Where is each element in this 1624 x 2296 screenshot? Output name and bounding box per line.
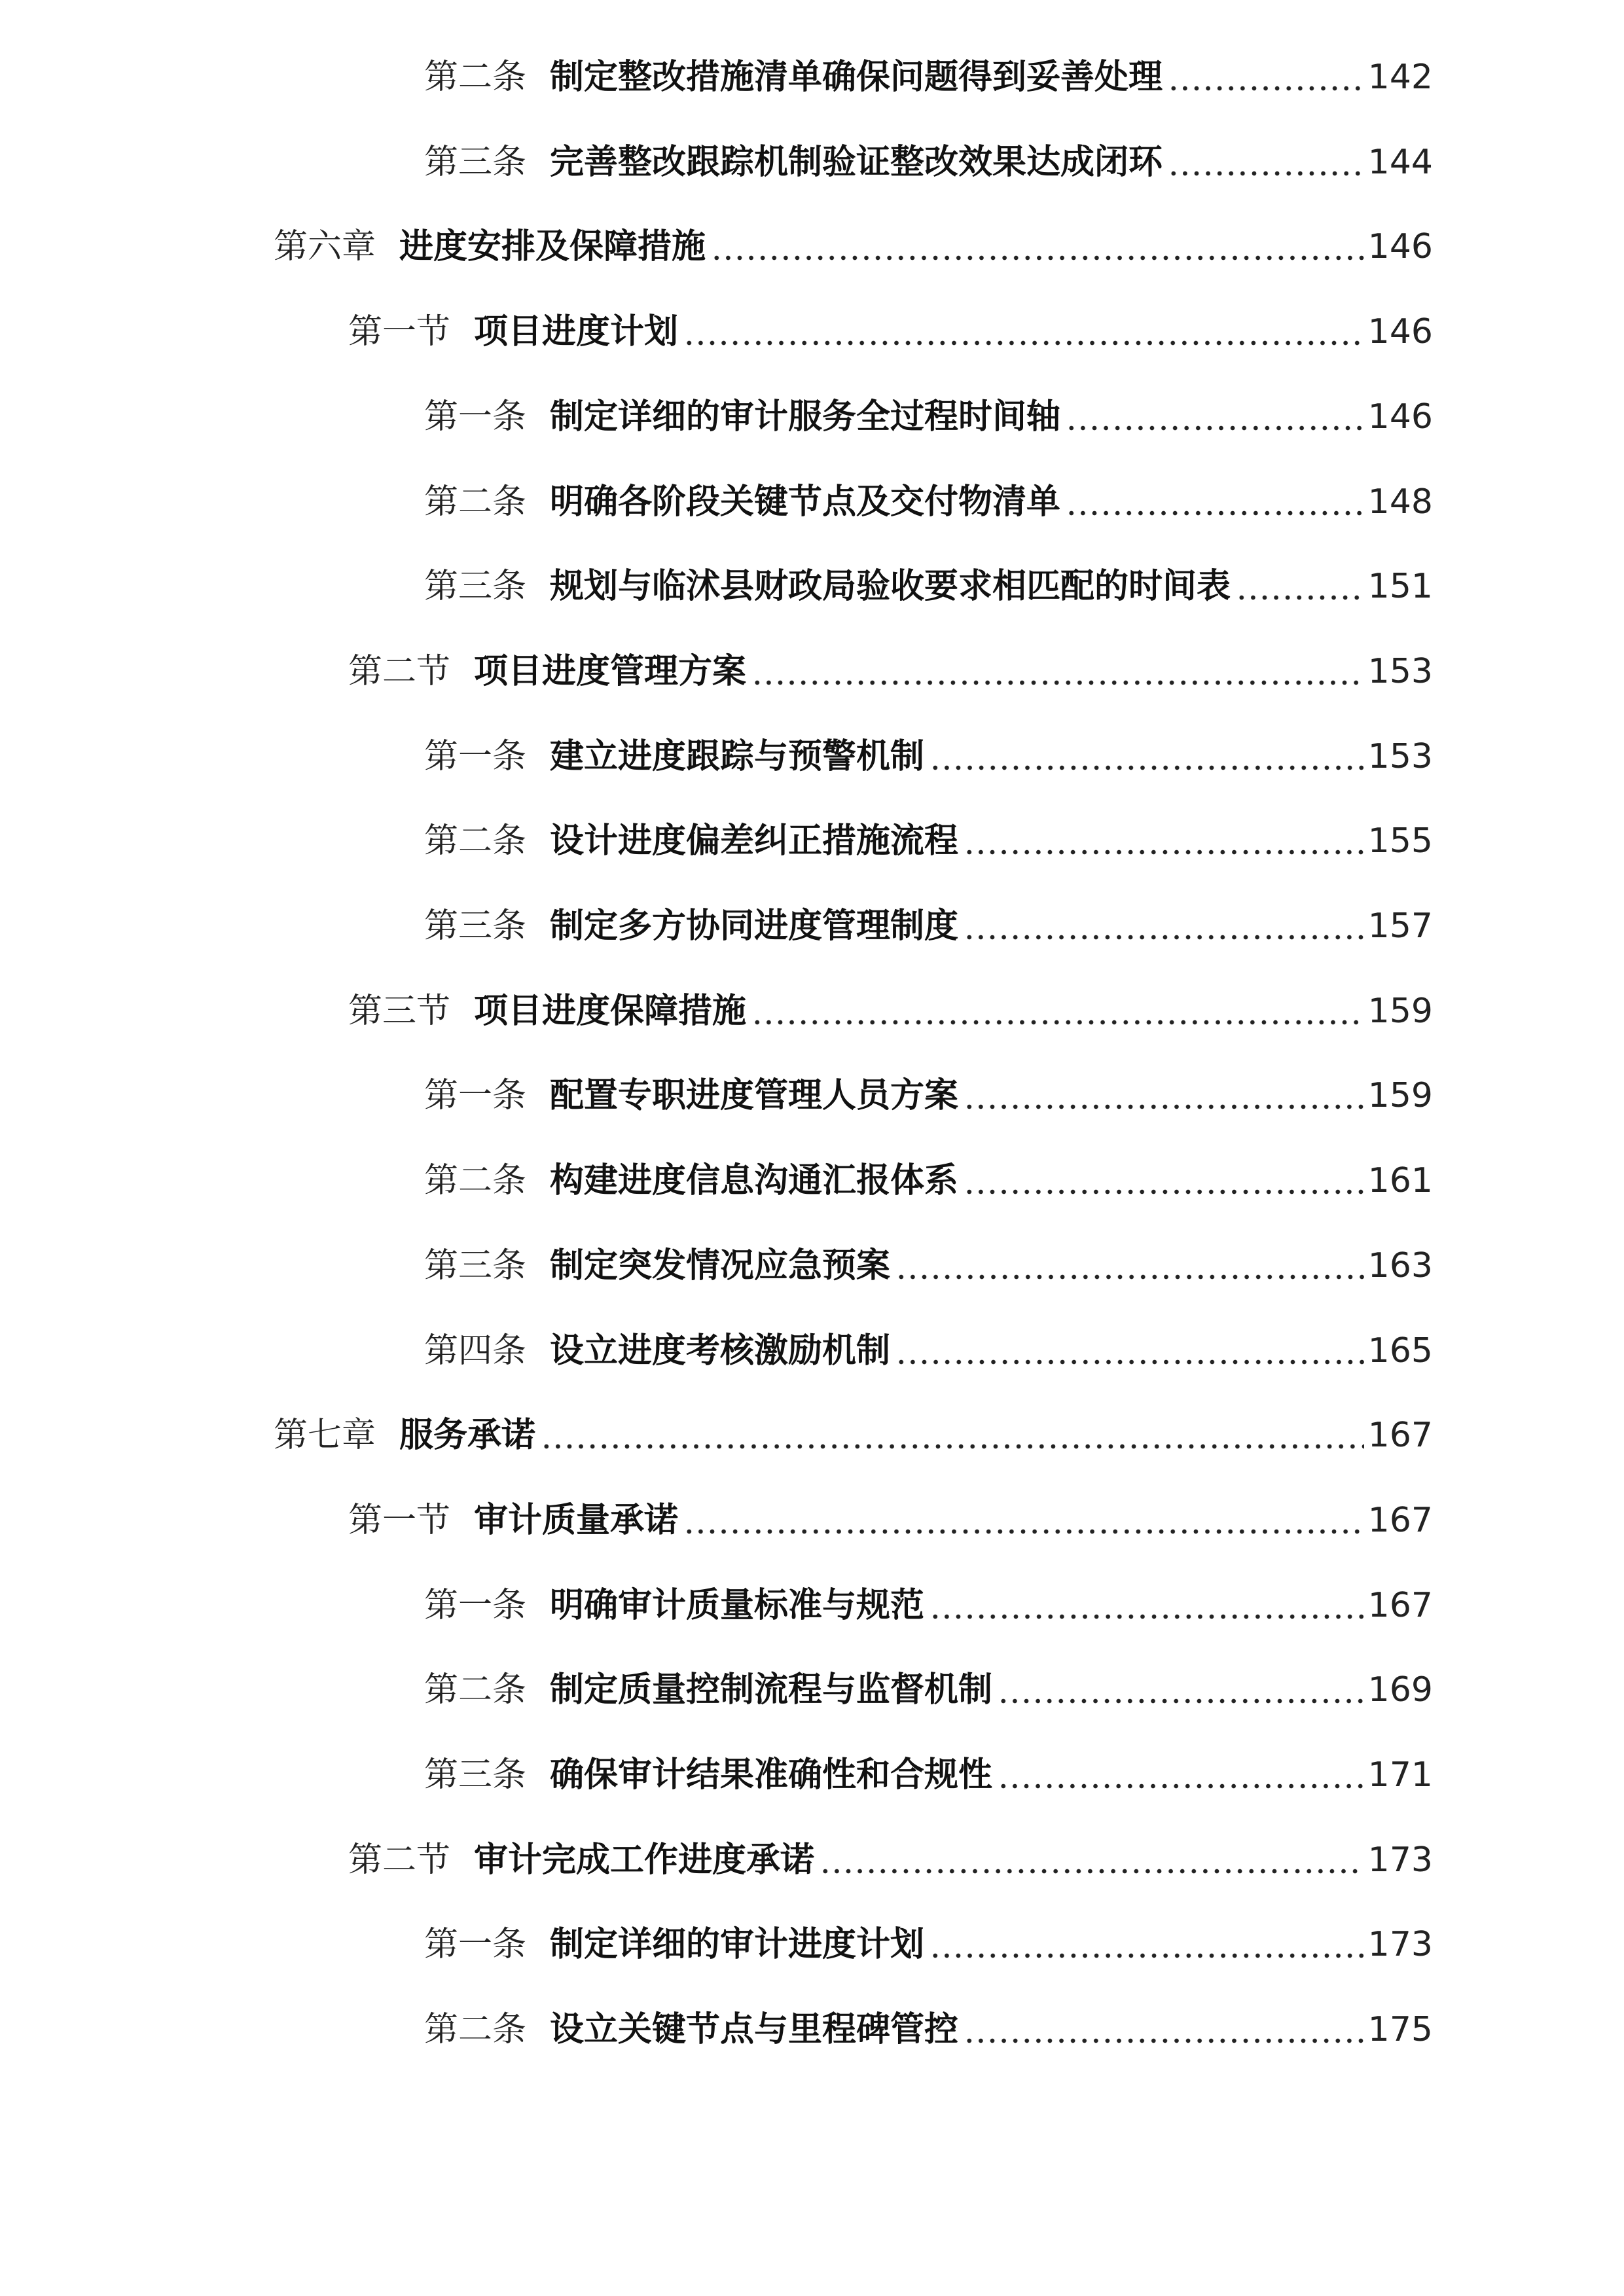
toc-entry[interactable] [274, 1406, 1433, 1465]
toc-entry-page-number: 142 [1367, 58, 1433, 97]
toc-entry-label: 第三条 [424, 567, 527, 607]
toc-entry[interactable] [424, 1066, 1433, 1125]
toc-entry[interactable] [424, 1576, 1433, 1635]
toc-dot-leader [683, 1491, 1364, 1550]
toc-entry-page-number: 146 [1367, 312, 1433, 352]
toc-entry[interactable] [424, 1151, 1433, 1210]
toc-entry[interactable] [348, 642, 1433, 701]
toc-dot-leader [751, 982, 1364, 1041]
toc-entry-title: 明确各阶段关键节点及交付物清单 [550, 481, 1061, 522]
toc-entry-label: 第二条 [424, 58, 527, 97]
toc-entry[interactable] [424, 1321, 1433, 1380]
toc-entry-page-number: 157 [1367, 906, 1433, 946]
toc-entry-page-number: 153 [1367, 651, 1433, 691]
toc-entry[interactable] [424, 1746, 1433, 1804]
toc-dot-leader [1168, 48, 1364, 107]
toc-entry-page-number: 173 [1367, 1840, 1433, 1880]
toc-entry-page-number: 159 [1367, 991, 1433, 1031]
toc-entry[interactable] [274, 217, 1433, 276]
toc-dot-leader [964, 812, 1364, 870]
toc-entry-label: 第四条 [424, 1331, 527, 1371]
toc-entry-title: 制定突发情况应急预案 [550, 1245, 891, 1285]
toc-entry-title: 配置专职进度管理人员方案 [550, 1075, 959, 1116]
toc-entry-page-number: 161 [1367, 1161, 1433, 1201]
toc-dot-leader [929, 1576, 1364, 1635]
toc-dot-leader [683, 302, 1364, 361]
toc-entry[interactable] [348, 982, 1433, 1041]
toc-entry-label: 第二条 [424, 482, 527, 522]
toc-entry-title: 建立进度跟踪与预警机制 [550, 736, 925, 776]
toc-entry-title: 审计完成工作进度承诺 [474, 1839, 815, 1880]
toc-entry-title: 规划与临沭县财政局验收要求相匹配的时间表 [550, 566, 1231, 607]
toc-dot-leader [964, 1066, 1364, 1125]
toc-entry-page-number: 171 [1367, 1755, 1433, 1795]
toc-dot-leader [1066, 387, 1364, 446]
toc-entry-title: 设计进度偏差纠正措施流程 [550, 821, 959, 861]
toc-dot-leader [1168, 133, 1364, 192]
toc-entry-page-number: 165 [1367, 1331, 1433, 1371]
toc-entry-label: 第三条 [424, 1246, 527, 1285]
toc-entry-page-number: 163 [1367, 1246, 1433, 1285]
toc-dot-leader [964, 897, 1364, 956]
toc-entry[interactable] [424, 133, 1433, 192]
toc-entry-label: 第三条 [424, 142, 527, 182]
toc-entry-page-number: 146 [1367, 397, 1433, 437]
toc-entry-label: 第三条 [424, 1755, 527, 1795]
toc-entry-label: 第二条 [424, 2010, 527, 2050]
toc-entry-label: 第二条 [424, 1161, 527, 1201]
toc-entry[interactable] [424, 812, 1433, 870]
toc-entry-title: 制定详细的审计进度计划 [550, 1924, 925, 1965]
toc-dot-leader [1066, 473, 1364, 531]
toc-dot-leader [895, 1321, 1364, 1380]
toc-entry-page-number: 155 [1367, 821, 1433, 861]
toc-entry-page-number: 159 [1367, 1076, 1433, 1116]
toc-dot-leader [964, 2000, 1364, 2059]
toc-entry-label: 第六章 [274, 227, 376, 267]
toc-entry-title: 项目进度计划 [474, 312, 679, 352]
toc-entry-page-number: 144 [1367, 142, 1433, 182]
toc-entry[interactable] [348, 1831, 1433, 1890]
toc-entry[interactable] [424, 1660, 1433, 1719]
toc-entry-page-number: 167 [1367, 1500, 1433, 1540]
toc-entry[interactable] [424, 557, 1433, 616]
toc-entry-label: 第一节 [348, 1500, 451, 1540]
toc-entry-label: 第二节 [348, 651, 451, 691]
toc-entry-label: 第一条 [424, 1585, 527, 1625]
toc-entry-title: 完善整改跟踪机制验证整改效果达成闭环 [550, 141, 1163, 182]
toc-entry-label: 第二条 [424, 1670, 527, 1710]
toc-entry-title: 进度安排及保障措施 [399, 226, 706, 267]
toc-entry-title: 制定详细的审计服务全过程时间轴 [550, 396, 1061, 437]
toc-entry-label: 第七章 [274, 1416, 376, 1456]
toc-entry[interactable] [348, 1491, 1433, 1550]
toc-entry-label: 第一节 [348, 312, 451, 352]
toc-entry-title: 服务承诺 [399, 1415, 536, 1456]
toc-entry-page-number: 148 [1367, 482, 1433, 522]
toc-dot-leader [751, 642, 1364, 701]
toc-entry-page-number: 153 [1367, 736, 1433, 776]
toc-entry[interactable] [424, 727, 1433, 786]
toc-dot-leader [964, 1151, 1364, 1210]
toc-entry-label: 第一条 [424, 1925, 527, 1965]
toc-entry[interactable] [348, 302, 1433, 361]
toc-entry-title: 制定多方协同进度管理制度 [550, 906, 959, 946]
toc-entry[interactable] [424, 387, 1433, 446]
toc-entry-title: 项目进度保障措施 [474, 990, 747, 1031]
toc-entry-label: 第一条 [424, 1076, 527, 1116]
toc-entry-title: 审计质量承诺 [474, 1499, 679, 1540]
toc-dot-leader [929, 1915, 1364, 1974]
toc-entry-title: 构建进度信息沟通汇报体系 [550, 1160, 959, 1201]
toc-dot-leader [1236, 557, 1364, 616]
toc-entry-title: 制定质量控制流程与监督机制 [550, 1670, 993, 1710]
toc-dot-leader [929, 727, 1364, 786]
toc-entry-page-number: 173 [1367, 1925, 1433, 1965]
toc-entry-label: 第一条 [424, 397, 527, 437]
toc-entry-title: 设立关键节点与里程碑管控 [550, 2009, 959, 2050]
toc-entry-title: 制定整改措施清单确保问题得到妥善处理 [550, 57, 1163, 97]
toc-dot-leader [895, 1236, 1364, 1295]
toc-entry[interactable] [424, 897, 1433, 956]
toc-entry-label: 第三条 [424, 906, 527, 946]
toc-entry[interactable] [424, 1236, 1433, 1295]
toc-entry-page-number: 169 [1367, 1670, 1433, 1710]
toc-entry-title: 设立进度考核激励机制 [550, 1330, 891, 1371]
toc-entry-label: 第一条 [424, 736, 527, 776]
toc-entry[interactable] [424, 473, 1433, 531]
toc-dot-leader [820, 1831, 1364, 1890]
toc-dot-leader [541, 1406, 1364, 1465]
toc-dot-leader [998, 1660, 1364, 1719]
toc-entry-title: 确保审计结果准确性和合规性 [550, 1755, 993, 1795]
toc-entry-label: 第二节 [348, 1840, 451, 1880]
toc-dot-leader [711, 217, 1364, 276]
toc-entry-label: 第三节 [348, 991, 451, 1031]
toc-entry[interactable] [424, 2000, 1433, 2059]
toc-entry-title: 明确审计质量标准与规范 [550, 1585, 925, 1625]
toc-entry-title: 项目进度管理方案 [474, 651, 747, 691]
toc-entry[interactable] [424, 48, 1433, 107]
toc-dot-leader [998, 1746, 1364, 1804]
toc-entry-page-number: 146 [1367, 227, 1433, 267]
toc-entry-page-number: 175 [1367, 2010, 1433, 2050]
toc-entry-page-number: 151 [1367, 567, 1433, 607]
toc-entry-label: 第二条 [424, 821, 527, 861]
toc-entry-page-number: 167 [1367, 1585, 1433, 1625]
toc-entry[interactable] [424, 1915, 1433, 1974]
toc-entry-page-number: 167 [1367, 1416, 1433, 1456]
